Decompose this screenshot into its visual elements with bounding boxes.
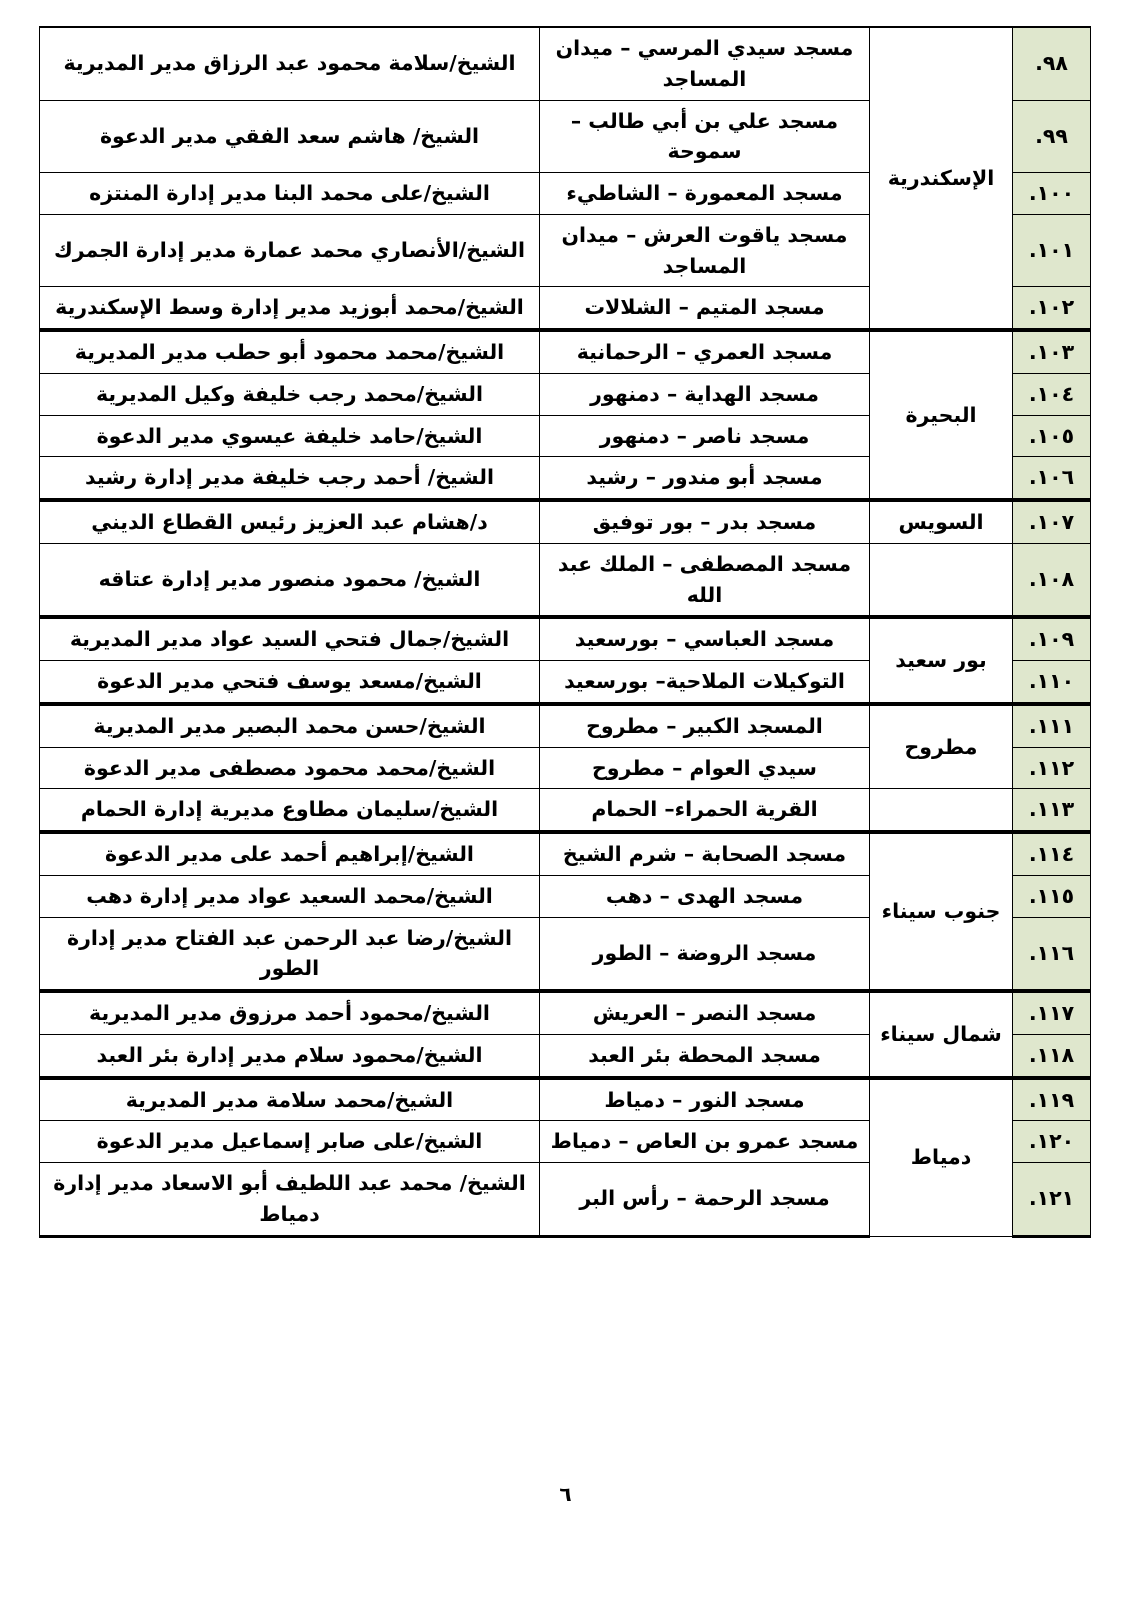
governorate-cell: بور سعيد	[870, 617, 1013, 704]
row-number: ١١٦.	[1013, 917, 1091, 991]
row-number: ١٠٧.	[1013, 500, 1091, 543]
row-number: ١٠٣.	[1013, 330, 1091, 373]
person-cell: الشيخ/رضا عبد الرحمن عبد الفتاح مدير إدارة الطور	[40, 917, 540, 991]
row-number: ١١٥.	[1013, 875, 1091, 917]
row-number: ١٠٤.	[1013, 373, 1091, 415]
mosque-cell: القرية الحمراء– الحمام	[540, 789, 870, 832]
person-cell: الشيخ/الأنصاري محمد عمارة مدير إدارة الجمرك	[40, 214, 540, 287]
governorate-cell: دمياط	[870, 1078, 1013, 1237]
person-cell: الشيخ/محمد السعيد عواد مدير إدارة دهب	[40, 875, 540, 917]
person-cell: الشيخ/محمد سلامة مدير المديرية	[40, 1078, 540, 1121]
row-number: ١١٢.	[1013, 747, 1091, 789]
person-cell: الشيخ/سلامة محمود عبد الرزاق مدير المديرية	[40, 27, 540, 100]
table-row	[40, 991, 1091, 1034]
governorate-cell	[870, 543, 1013, 617]
row-number: ١١٨.	[1013, 1034, 1091, 1077]
governorate-cell: مطروح	[870, 704, 1013, 789]
person-cell: الشيخ/على محمد البنا مدير إدارة المنتزه	[40, 173, 540, 215]
row-number: ١١٤.	[1013, 832, 1091, 875]
mosque-cell: مسجد أبو مندور – رشيد	[540, 457, 870, 500]
table-row	[40, 704, 1091, 747]
row-number: ١٠٦.	[1013, 457, 1091, 500]
person-cell: د/هشام عبد العزيز رئيس القطاع الديني	[40, 500, 540, 543]
mosque-cell: مسجد الهدى – دهب	[540, 875, 870, 917]
mosque-cell: مسجد ناصر – دمنهور	[540, 415, 870, 457]
person-cell: الشيخ/ محمد عبد اللطيف أبو الاسعاد مدير إدارة دمياط	[40, 1163, 540, 1237]
person-cell: الشيخ/حامد خليفة عيسوي مدير الدعوة	[40, 415, 540, 457]
governorate-cell: البحيرة	[870, 330, 1013, 500]
table-row	[40, 617, 1091, 660]
mosque-cell: المسجد الكبير – مطروح	[540, 704, 870, 747]
mosque-cell: مسجد سيدي المرسي – ميدان المساجد	[540, 27, 870, 100]
governorate-cell	[870, 789, 1013, 832]
person-cell: الشيخ/محمود أحمد مرزوق مدير المديرية	[40, 991, 540, 1034]
mosque-cell: مسجد ياقوت العرش – ميدان المساجد	[540, 214, 870, 287]
row-number: ١٢١.	[1013, 1163, 1091, 1237]
mosque-cell: مسجد بدر – بور توفيق	[540, 500, 870, 543]
row-number: ١١٧.	[1013, 991, 1091, 1034]
table-row	[40, 27, 1091, 100]
row-number: ١١٣.	[1013, 789, 1091, 832]
mosque-cell: مسجد المتيم – الشلالات	[540, 287, 870, 330]
table-row	[40, 789, 1091, 832]
mosque-cell: مسجد الرحمة – رأس البر	[540, 1163, 870, 1237]
mosque-cell: مسجد علي بن أبي طالب – سموحة	[540, 100, 870, 173]
table-body	[40, 27, 1091, 1236]
row-number: ١٠٥.	[1013, 415, 1091, 457]
row-number: ١١٠.	[1013, 661, 1091, 704]
mosque-cell: مسجد الهداية – دمنهور	[540, 373, 870, 415]
mosque-cell: مسجد العباسي – بورسعيد	[540, 617, 870, 660]
mosque-cell: مسجد المصطفى – الملك عبد الله	[540, 543, 870, 617]
mosque-cell: مسجد الروضة – الطور	[540, 917, 870, 991]
mosque-cell: مسجد النصر – العريش	[540, 991, 870, 1034]
person-cell: الشيخ/محمد أبوزيد مدير إدارة وسط الإسكندرية	[40, 287, 540, 330]
person-cell: الشيخ/ هاشم سعد الفقي مدير الدعوة	[40, 100, 540, 173]
mosque-cell: مسجد النور – دمياط	[540, 1078, 870, 1121]
row-number: ١٢٠.	[1013, 1121, 1091, 1163]
person-cell: الشيخ/حسن محمد البصير مدير المديرية	[40, 704, 540, 747]
person-cell: الشيخ/محمد محمود أبو حطب مدير المديرية	[40, 330, 540, 373]
person-cell: الشيخ/إبراهيم أحمد على مدير الدعوة	[40, 832, 540, 875]
table-row	[40, 330, 1091, 373]
person-cell: الشيخ/جمال فتحي السيد عواد مدير المديرية	[40, 617, 540, 660]
governorate-cell: السويس	[870, 500, 1013, 543]
governorate-cell: الإسكندرية	[870, 27, 1013, 330]
mosque-cell: مسجد عمرو بن العاص – دمياط	[540, 1121, 870, 1163]
row-number: ٩٨.	[1013, 27, 1091, 100]
mosque-cell: مسجد العمري – الرحمانية	[540, 330, 870, 373]
governorate-cell: جنوب سيناء	[870, 832, 1013, 991]
table-row	[40, 543, 1091, 617]
mosque-cell: سيدي العوام – مطروح	[540, 747, 870, 789]
row-number: ١٠١.	[1013, 214, 1091, 287]
person-cell: الشيخ/على صابر إسماعيل مدير الدعوة	[40, 1121, 540, 1163]
person-cell: الشيخ/محمود سلام مدير إدارة بئر العبد	[40, 1034, 540, 1077]
row-number: ٩٩.	[1013, 100, 1091, 173]
mosque-cell: مسجد المعمورة – الشاطيء	[540, 173, 870, 215]
governorate-cell: شمال سيناء	[870, 991, 1013, 1078]
person-cell: الشيخ/ محمود منصور مدير إدارة عتاقه	[40, 543, 540, 617]
page-number: ٦	[559, 1482, 572, 1506]
person-cell: الشيخ/محمد محمود مصطفى مدير الدعوة	[40, 747, 540, 789]
row-number: ١١٩.	[1013, 1078, 1091, 1121]
person-cell: الشيخ/ أحمد رجب خليفة مدير إدارة رشيد	[40, 457, 540, 500]
row-number: ١١١.	[1013, 704, 1091, 747]
person-cell: الشيخ/مسعد يوسف فتحي مدير الدعوة	[40, 661, 540, 704]
table-row	[40, 832, 1091, 875]
row-number: ١٠٢.	[1013, 287, 1091, 330]
mosques-table	[39, 26, 1091, 1238]
mosque-cell: التوكيلات الملاحية– بورسعيد	[540, 661, 870, 704]
table-row	[40, 1078, 1091, 1121]
mosque-cell: مسجد المحطة بئر العبد	[540, 1034, 870, 1077]
row-number: ١٠٠.	[1013, 173, 1091, 215]
mosque-cell: مسجد الصحابة – شرم الشيخ	[540, 832, 870, 875]
row-number: ١٠٩.	[1013, 617, 1091, 660]
person-cell: الشيخ/سليمان مطاوع مديرية إدارة الحمام	[40, 789, 540, 832]
table-row	[40, 500, 1091, 543]
person-cell: الشيخ/محمد رجب خليفة وكيل المديرية	[40, 373, 540, 415]
row-number: ١٠٨.	[1013, 543, 1091, 617]
